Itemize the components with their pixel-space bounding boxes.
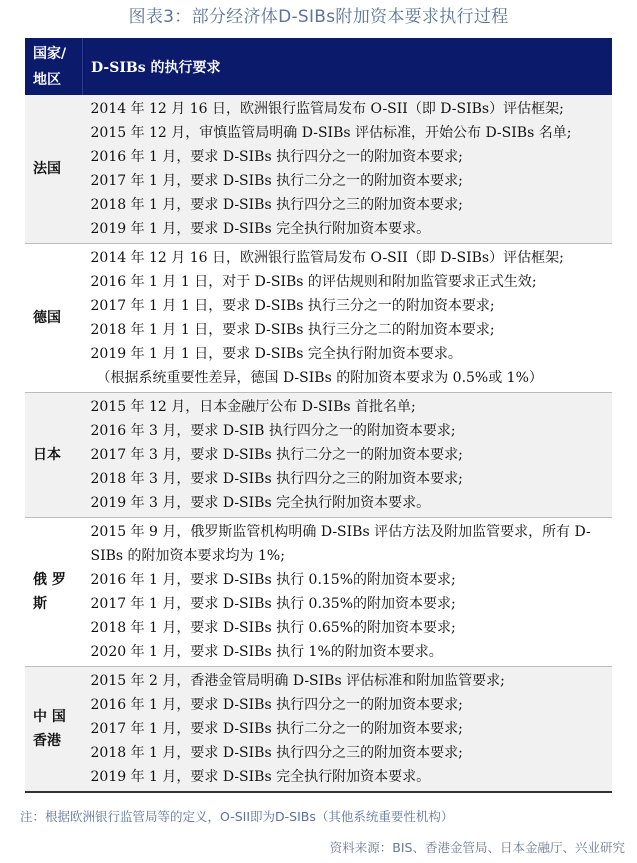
requirement-item: 2016 年 1 月，要求 D-SIBs 执行 0.15%的附加资本要求; (90, 572, 456, 588)
requirement-item: 2018 年 1 月，要求 D-SIBs 执行四分之三的附加资本要求; (90, 745, 463, 761)
requirement-item: 2018 年 3 月，要求 D-SIBs 执行四分之三的附加资本要求; (90, 471, 463, 487)
region-cell: 德国 (25, 244, 83, 393)
requirement-item: 2019 年 1 月，要求 D-SIBs 完全执行附加资本要求。 (90, 769, 431, 785)
header-region: 国家/ 地区 (25, 38, 83, 95)
requirement-item: 2014 年 12 月 16 日，欧洲银行监管局发布 O-SII（即 D-SIBs）评估框架; (90, 250, 564, 266)
requirement-item: 2016 年 1 月，要求 D-SIBs 执行四分之一的附加资本要求; (90, 149, 463, 165)
requirements-cell (83, 95, 613, 244)
requirements-cell (83, 518, 613, 667)
requirement-item: 2018 年 1 月 1 日，要求 D-SIBs 执行三分之二的附加资本要求; (90, 322, 495, 338)
requirements-cell (83, 244, 613, 393)
requirement-item: 2018 年 1 月，要求 D-SIBs 执行四分之三的附加资本要求; (90, 197, 463, 213)
requirement-item: 2020 年 1 月，要求 D-SIBs 执行 1%的附加资本要求。 (90, 644, 443, 660)
region-cell: 俄 罗 斯 (25, 518, 83, 667)
requirement-item: 2015 年 9 月，俄罗斯监管机构明确 D-SIBs 评估方法及附加监管要求，所有 D-SIBs 的附加资本要求均为 1%; (90, 524, 591, 564)
requirement-item: 2017 年 3 月，要求 D-SIBs 执行二分之一的附加资本要求; (90, 447, 463, 463)
requirement-item: 2015 年 12 月，审慎监管局明确 D-SIBs 评估标准，开始公布 D-SIBs 名单; (90, 125, 572, 141)
requirement-item: 2016 年 1 月 1 日，对于 D-SIBs 的评估规则和附加监管要求正式生效; (90, 274, 537, 290)
region-cell: 法国 (25, 95, 83, 244)
figure-title: 图表3：部分经济体D-SIBs附加资本要求执行过程 (128, 7, 509, 27)
table-note: 注：根据欧洲银行监管局等的定义，O-SII即为D-SIBs（其他系统重要性机构） (20, 809, 454, 824)
table-row (25, 95, 612, 244)
header-requirements: D-SIBs 的执行要求 (83, 38, 613, 95)
table-row (25, 244, 612, 393)
requirement-item: 2016 年 1 月，要求 D-SIBs 执行四分之一的附加资本要求; (90, 697, 463, 713)
requirement-item: 2019 年 3 月，要求 D-SIBs 完全执行附加资本要求。 (90, 495, 431, 511)
table-row (25, 393, 612, 518)
requirement-item: 2014 年 12 月 16 日，欧洲银行监管局发布 O-SII（即 D-SIBs）评估框架; (90, 101, 564, 117)
region-cell: 中 国 香港 (25, 667, 83, 793)
requirements-cell (83, 393, 613, 518)
requirement-item: 2019 年 1 月，要求 D-SIBs 完全执行附加资本要求。 (90, 221, 431, 237)
table-header-row (25, 38, 612, 95)
requirement-item: 2017 年 1 月，要求 D-SIBs 执行二分之一的附加资本要求; (90, 173, 463, 189)
requirement-item: （根据系统重要性差异，德国 D-SIBs 的附加资本要求为 0.5%或 1%） (96, 370, 543, 386)
requirement-item: 2018 年 1 月，要求 D-SIBs 执行 0.65%的附加资本要求; (90, 620, 456, 636)
requirement-item: 2016 年 3 月，要求 D-SIB 执行四分之一的附加资本要求; (90, 423, 456, 439)
source-text: 资料来源：BIS、香港金管局、日本金融厅、兴业研究 (329, 840, 625, 855)
table-row (25, 518, 612, 667)
requirement-item: 2017 年 1 月 1 日，要求 D-SIBs 执行三分之一的附加资本要求; (90, 298, 495, 314)
region-cell: 日本 (25, 393, 83, 518)
requirement-item: 2015 年 2 月，香港金管局明确 D-SIBs 评估标准和附加监管要求; (90, 673, 505, 689)
d-sibs-table (25, 38, 612, 793)
table-row (25, 667, 612, 793)
requirements-cell (83, 667, 613, 793)
requirement-item: 2015 年 12 月，日本金融厅公布 D-SIBs 首批名单; (90, 399, 416, 415)
requirement-item: 2017 年 1 月，要求 D-SIBs 执行 0.35%的附加资本要求; (90, 596, 456, 612)
requirement-item: 2019 年 1 月 1 日，要求 D-SIBs 完全执行附加资本要求。 (90, 346, 462, 362)
requirement-item: 2017 年 1 月，要求 D-SIBs 执行二分之一的附加资本要求; (90, 721, 463, 737)
